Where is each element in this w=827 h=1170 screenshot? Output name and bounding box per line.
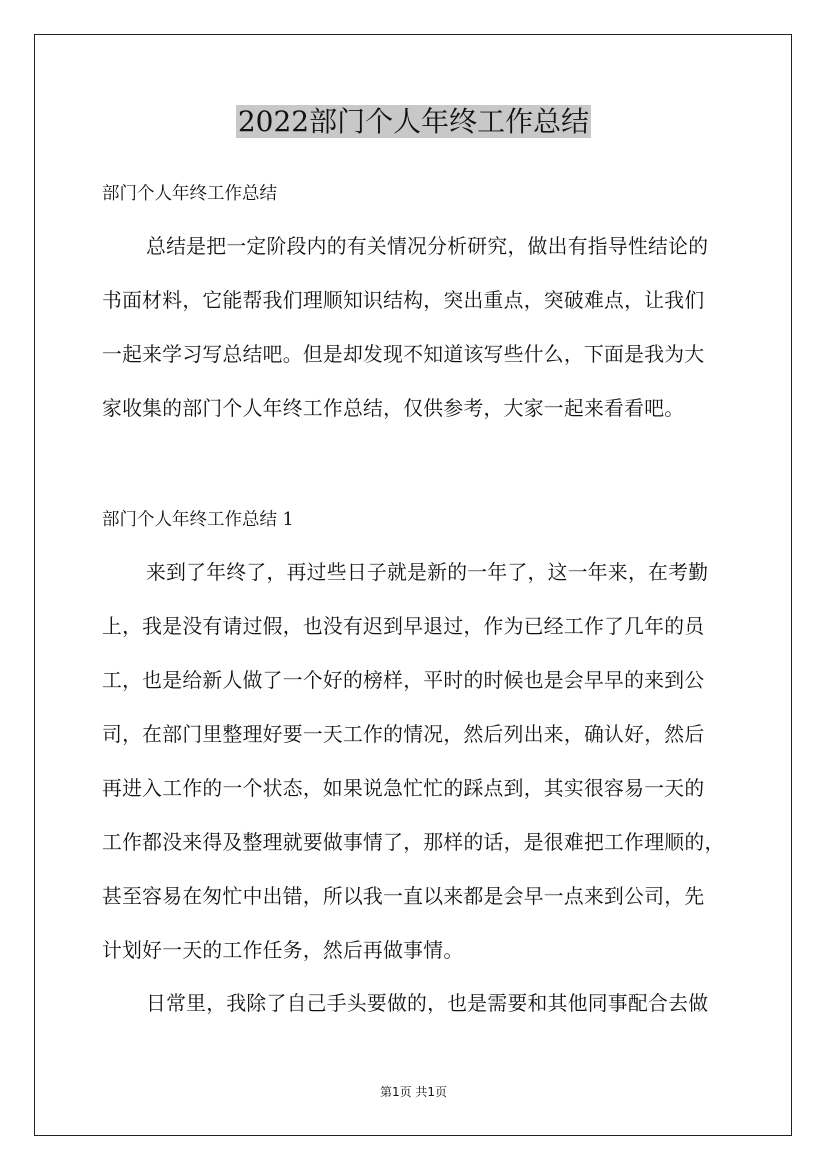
paragraph-line: 来到了年终了，再过些日子就是新的一年了，这一年来，在考勤 [146, 561, 709, 584]
document-title-text: 2022部门个人年终工作总结 [237, 105, 590, 138]
page-footer: 第1页 共1页 [379, 1085, 448, 1099]
paragraph-line: 书面材料，它能帮我们理顺知识结构，突出重点，突破难点，让我们 [102, 289, 705, 312]
document-title [0, 100, 827, 144]
paragraph-line: 再进入工作的一个状态，如果说急忙忙的踩点到，其实很容易一天的 [102, 777, 705, 800]
paragraph-line: 家收集的部门个人年终工作总结，仅供参考，大家一起来看看吧。 [102, 397, 685, 420]
paragraph-line: 一起来学习写总结吧。但是却发现不知道该写些什么，下面是我为大 [102, 343, 705, 366]
paragraph-line: 工作都没来得及整理就要做事情了，那样的话，是很难把工作理顺的， [102, 831, 725, 854]
intro-heading: 部门个人年终工作总结 [102, 184, 277, 204]
intro-paragraph [102, 220, 742, 436]
section1-paragraph-1 [102, 546, 742, 978]
paragraph-line: 甚至容易在匆忙中出错，所以我一直以来都是会早一点来到公司，先 [102, 885, 705, 908]
section1-heading: 部门个人年终工作总结 1 [102, 510, 294, 530]
paragraph-line: 上，我是没有请过假，也没有迟到早退过，作为已经工作了几年的员 [102, 615, 705, 638]
section1-paragraph-2 [102, 977, 742, 1031]
paragraph-line: 日常里，我除了自己手头要做的，也是需要和其他同事配合去做 [146, 992, 709, 1015]
paragraph-line: 司，在部门里整理好要一天工作的情况，然后列出来，确认好，然后 [102, 723, 705, 746]
paragraph-line: 计划好一天的工作任务，然后再做事情。 [102, 939, 464, 962]
paragraph-line: 工，也是给新人做了一个好的榜样，平时的时候也是会早早的来到公 [102, 669, 705, 692]
paragraph-line: 总结是把一定阶段内的有关情况分析研究，做出有指导性结论的 [146, 235, 709, 258]
